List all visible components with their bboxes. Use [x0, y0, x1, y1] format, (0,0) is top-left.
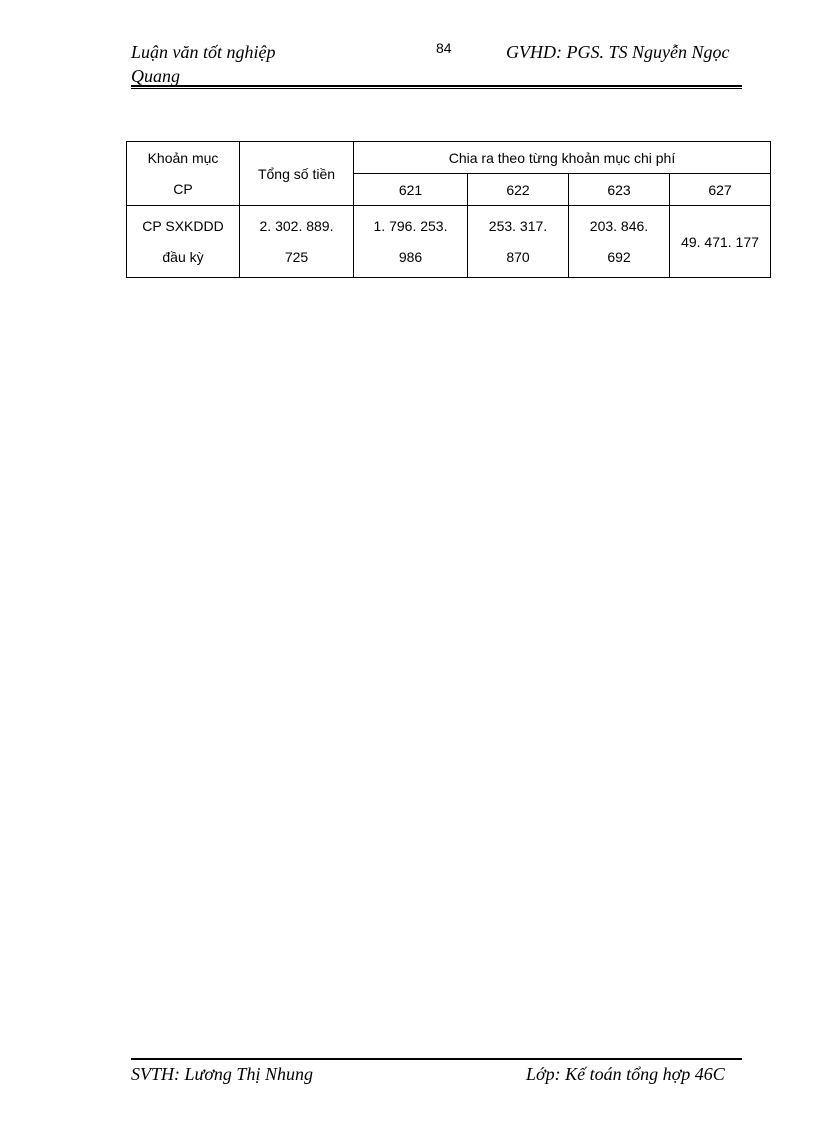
header-item-line1: Khoản mục [147, 149, 219, 166]
header-item-line2: CP [173, 180, 193, 197]
row-total [240, 206, 354, 278]
table-row [127, 206, 771, 278]
table-header-row [127, 142, 771, 174]
subheader-622: 622 [468, 174, 569, 206]
cost-table [126, 141, 771, 278]
header-cell-group: Chia ra theo từng khoản mục chi phí [354, 142, 771, 174]
row-label-line1: CP SXKDDD [142, 217, 224, 234]
row-label [127, 206, 240, 278]
page-number: 84 [436, 40, 452, 56]
row-621-line1: 1. 796. 253. [373, 217, 448, 234]
subheader-627: 627 [670, 174, 771, 206]
row-622-line2: 870 [506, 248, 530, 265]
row-label-line2: đầu kỳ [162, 248, 204, 265]
header-left [131, 40, 331, 88]
row-623-line1: 203. 846. [589, 217, 649, 234]
row-623 [569, 206, 670, 278]
subheader-623: 623 [569, 174, 670, 206]
header-cell-item [127, 142, 240, 206]
row-621 [354, 206, 468, 278]
header-thesis-label: Luận văn tốt nghiệp [131, 42, 276, 62]
row-621-line2: 986 [398, 248, 423, 265]
row-622-line1: 253. 317. [488, 217, 548, 234]
footer-class: Lớp: Kế toán tổng hợp 46C [526, 1064, 725, 1084]
footer-student: SVTH: Lương Thị Nhung [131, 1064, 313, 1084]
header-name-continuation: Quang [131, 66, 180, 86]
row-627: 49. 471. 177 [670, 206, 771, 278]
subheader-621: 621 [354, 174, 468, 206]
row-623-line2: 692 [607, 248, 631, 265]
header-divider [131, 85, 742, 89]
row-total-line1: 2. 302. 889. [259, 217, 334, 234]
header-cell-total: Tổng số tiền [240, 142, 354, 206]
header-advisor: GVHD: PGS. TS Nguyễn Ngọc [506, 42, 730, 62]
footer-divider [131, 1058, 742, 1060]
row-total-line2: 725 [284, 248, 309, 265]
row-622 [468, 206, 569, 278]
